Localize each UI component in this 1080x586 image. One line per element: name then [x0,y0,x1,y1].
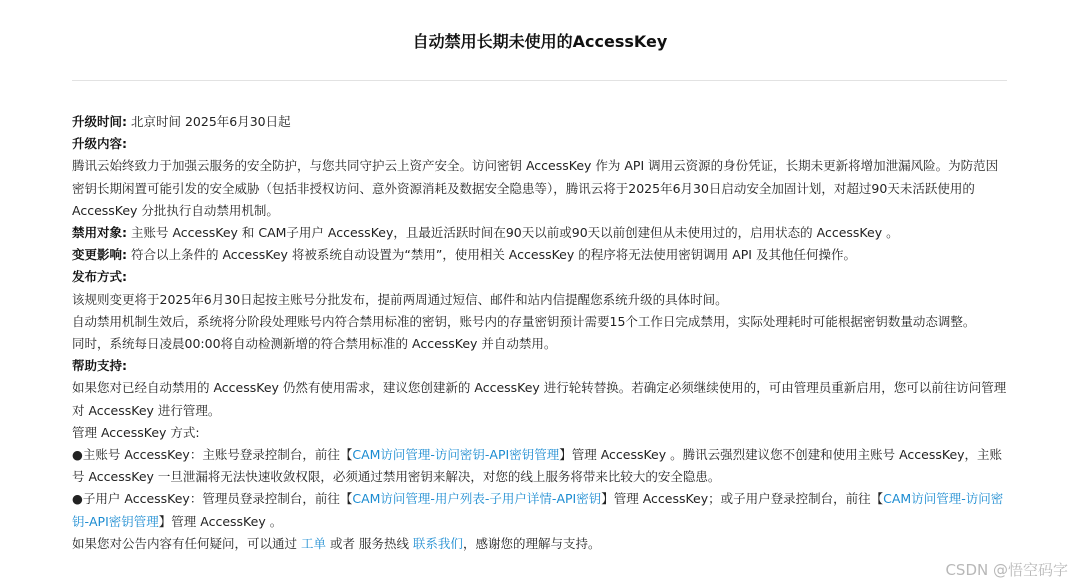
page-title: 自动禁用长期未使用的AccessKey [412,32,668,51]
title-divider [72,80,1007,81]
main-account-item [72,444,1007,488]
sub-user-item [72,488,1007,532]
sub-user-middle: 】管理 AccessKey；或子用户登录控制台，前往【 [601,491,884,507]
release-line-2: 自动禁用机制生效后，系统将分阶段处理账号内符合禁用标准的密钥，账号内的存量密钥预计需要15个工作日完成禁用，实际处理耗时可能根据密钥数量动态调整。 [72,313,976,329]
main-account-suffix: 】管理 AccessKey 。腾讯云强烈建议您不创建和使用主账号 AccessKey，主账号 AccessKey 一旦泄漏将无法快速收敛权限，必须通过禁用密钥来解决，对您的线上服务将带来比较大的安全隐患。 [72,447,1003,485]
sub-user-suffix: 】管理 AccessKey 。 [158,513,283,529]
ticket-link[interactable]: 工单 [300,535,326,551]
manage-title: 管理 AccessKey 方式: [72,424,200,440]
impact-label: 变更影响: [72,247,127,263]
closing-line [72,533,1007,555]
release-line-3: 同时，系统每日凌晨00:00将自动检测新增的符合禁用标准的 AccessKey 并自动禁用。 [72,336,557,352]
upgrade-content-text: 腾讯云始终致力于加强云服务的安全防护，与您共同守护云上资产安全。访问密钥 AccessKey 作为 API 调用云资源的身份凭证，长期未更新将增加泄漏风险。为防范因密钥长期闲置可能引发的安全威胁（包括非授权访问、意外资源消耗及数据安全隐患等），腾讯云将于2025年6月30日启动安全加固计划，对超过90天未活跃使用的 AccessKey 分批执行自动禁用机制。 [72,158,999,218]
help-line-1: 如果您对已经自动禁用的 AccessKey 仍然有使用需求，建议您创建新的 AccessKey 进行轮转替换。若确定必须继续使用的，可由管理员重新启用，您可以前往访问管理对 AccessKey 进行管理。 [72,380,1007,418]
sub-user-api-key-manage-link[interactable]: CAM访问管理-访问密钥-API密钥管理 [72,491,1004,529]
release-label: 发布方式: [72,269,127,285]
target-text: 主账号 AccessKey 和 CAM子用户 AccessKey，且最近活跃时间在90天以前或90天以前创建但从未使用过的，启用状态的 AccessKey 。 [130,225,899,241]
upgrade-time-label: 升级时间: [72,114,127,129]
main-account-api-key-link[interactable]: CAM访问管理-访问密钥-API密钥管理 [352,447,560,463]
sub-user-prefix: ●子用户 AccessKey：管理员登录控制台，前往【 [72,491,353,507]
help-label: 帮助支持: [72,358,127,374]
csdn-watermark: CSDN @悟空码字 [945,561,1068,579]
release-line-1: 该规则变更将于2025年6月30日起按主账号分批发布，提前两周通过短信、邮件和站内信提醒您系统升级的具体时间。 [72,291,728,307]
upgrade-time-row [72,111,1007,133]
impact-row [72,244,1007,266]
contact-us-link[interactable]: 联系我们 [412,535,463,551]
sub-user-detail-api-key-link[interactable]: CAM访问管理-用户列表-子用户详情-API密钥 [352,491,602,507]
impact-text: 符合以上条件的 AccessKey 将被系统自动设置为“禁用”，使用相关 AccessKey 的程序将无法使用密钥调用 API 及其他任何操作。 [130,247,856,263]
closing-prefix: 如果您对公告内容有任何疑问，可以通过 [72,535,301,551]
closing-middle: 或者 服务热线 [326,535,413,551]
target-row [72,222,1007,244]
upgrade-content-label: 升级内容: [72,136,127,152]
main-account-prefix: ●主账号 AccessKey：主账号登录控制台，前往【 [72,447,353,463]
upgrade-time-value: 北京时间 2025年6月30日起 [130,114,291,129]
closing-suffix: ，感谢您的理解与支持。 [462,535,601,551]
target-label: 禁用对象: [72,225,127,241]
announcement-body [72,111,1007,555]
